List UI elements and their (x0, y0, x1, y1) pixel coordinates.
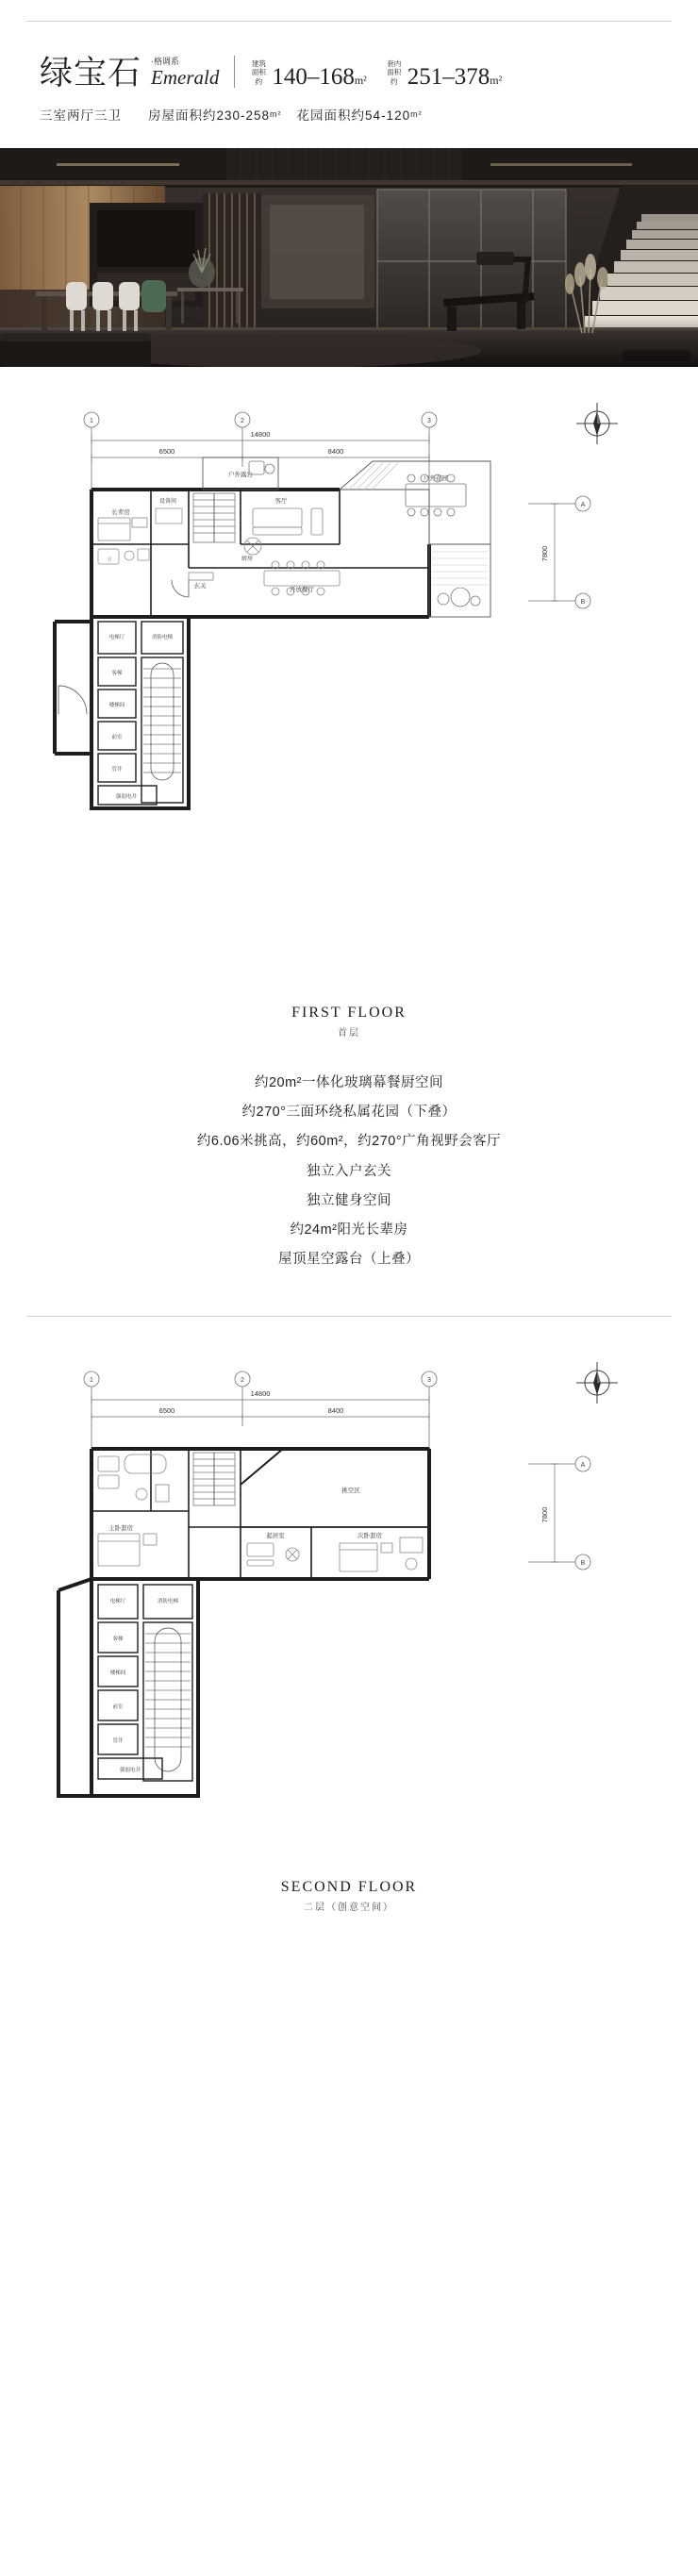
room-vestibule-2: 前室 (112, 1704, 124, 1711)
feature-item-4: 独立入户玄关 (307, 1163, 391, 1179)
area-group (248, 59, 502, 90)
room-void: 挑空区 (341, 1487, 360, 1495)
svg-text:1: 1 (90, 418, 93, 424)
svg-text:2: 2 (241, 1377, 244, 1385)
area-unit-interior: m² (490, 74, 503, 87)
room-second-suite: 次卧套房 (357, 1533, 382, 1540)
first-floor-en: FIRST FLOOR (291, 1005, 407, 1021)
room-master-suite: 主卧套房 (108, 1525, 133, 1533)
second-floor-caption (0, 1879, 698, 1913)
garden-area-unit: m² (410, 109, 423, 119)
dim-right-2f: 8400 (327, 1406, 344, 1416)
area-label-interior (384, 59, 405, 89)
garden-area-text: 花园面积约54-120 (296, 108, 411, 123)
first-floor-plan (0, 403, 698, 1006)
second-floor-en: SECOND FLOOR (280, 1879, 418, 1896)
area-label-interior-l2: 面积约 (387, 68, 402, 86)
area-label-building-l2: 面积约 (251, 68, 266, 86)
dim-left-1f: 6500 (158, 447, 175, 456)
svg-text:3: 3 (427, 418, 431, 424)
second-floor-section (0, 1317, 698, 1922)
feature-item-3: 约6.06米挑高，约60m²，约270°广角视野会客厅 (196, 1134, 502, 1150)
first-floor-section (0, 367, 698, 1048)
room-equipment: 设备间 (158, 499, 177, 505)
second-floor-plan (0, 1353, 698, 1881)
brochure-page (0, 21, 698, 1947)
area-value-interior (407, 65, 502, 89)
svg-text:1: 1 (90, 1377, 93, 1385)
room-elevator-hall-2: 电梯厅 (109, 1599, 126, 1605)
feature-list (0, 1048, 698, 1316)
room-stairwell: 楼梯间 (108, 703, 125, 708)
room-bath-1: 卫 (107, 557, 112, 563)
house-area-text: 房屋面积约230-258 (148, 108, 271, 123)
feature-item-6: 约24m²阳光长辈房 (290, 1222, 408, 1238)
room-elder-bedroom: 长辈房 (111, 509, 130, 516)
room-vestibule: 前室 (111, 735, 123, 740)
page-title: 绿宝石 (40, 55, 142, 91)
room-electrical-shaft: 强弱电井 (115, 794, 138, 800)
area-item-building (248, 59, 366, 89)
room-fire-elevator: 消防电梯 (151, 635, 174, 640)
house-area-unit: m² (270, 109, 282, 119)
series-label: ·格调系 (151, 57, 180, 67)
room-pipe-shaft: 管井 (111, 767, 123, 773)
room-kitchen: 厨房 (241, 557, 254, 562)
title-subgroup (151, 57, 219, 90)
svg-text:A: A (580, 1462, 586, 1470)
feature-item-5: 独立健身空间 (307, 1192, 391, 1208)
feature-item-7: 屋顶星空露台（上叠） (278, 1252, 420, 1268)
feature-item-1: 约20m²一体化玻璃幕餐厨空间 (254, 1075, 444, 1090)
room-pipe-shaft-2: 管井 (112, 1738, 124, 1745)
second-floor-cn: 二层（创意空间） (304, 1903, 394, 1914)
room-passenger-elevator: 客梯 (111, 671, 123, 676)
area-label-interior-l1: 套内 (387, 58, 402, 68)
area-label-building-l1: 建筑 (251, 58, 266, 68)
room-foyer: 玄关 (193, 583, 207, 590)
title-block (0, 22, 698, 135)
dim-vert-2f: 7800 (540, 1506, 549, 1523)
dim-total-2f: 14800 (250, 1389, 271, 1399)
room-outdoor-terrace: 户外露台 (228, 472, 253, 478)
room-electrical-shaft-2: 强弱电井 (119, 1768, 141, 1774)
svg-text:B: B (580, 1560, 586, 1568)
svg-text:B: B (580, 599, 586, 606)
subtitle-line (40, 105, 658, 124)
area-label-building (248, 59, 269, 89)
room-passenger-elevator-2: 客梯 (112, 1637, 124, 1643)
dim-vert-1f: 7800 (540, 545, 549, 562)
room-fire-elevator-2: 消防电梯 (157, 1599, 179, 1605)
room-outdoor-garden: 户外花园 (424, 475, 448, 482)
first-floor-caption (0, 1005, 698, 1039)
area-item-interior (384, 59, 502, 89)
dim-left-2f: 6500 (158, 1406, 175, 1416)
title-divider (234, 56, 235, 88)
room-type: 三室两厅三卫 (40, 108, 122, 123)
area-value-building-num: 140–168 (272, 64, 355, 90)
title-row (40, 56, 658, 90)
dim-total-1f: 14800 (250, 430, 271, 439)
svg-text:A: A (580, 502, 586, 508)
svg-text:2: 2 (241, 418, 244, 424)
room-living: 客厅 (274, 498, 288, 505)
area-value-building (272, 65, 366, 89)
area-value-interior-num: 251–378 (407, 64, 490, 90)
title-en: Emerald (151, 66, 220, 89)
room-open-dining: 开放餐厅 (290, 587, 314, 593)
dim-right-1f: 8400 (327, 447, 344, 456)
room-elevator-hall: 电梯厅 (108, 635, 125, 640)
room-sitting: 起居室 (266, 1533, 285, 1540)
room-stairwell-2: 楼梯间 (109, 1670, 126, 1677)
feature-item-2: 约270°三面环绕私属花园（下叠） (241, 1105, 457, 1121)
area-unit-building: m² (354, 74, 367, 87)
svg-text:3: 3 (427, 1377, 431, 1385)
first-floor-cn: 首层 (338, 1028, 360, 1039)
hero-interior-photo (0, 148, 698, 367)
